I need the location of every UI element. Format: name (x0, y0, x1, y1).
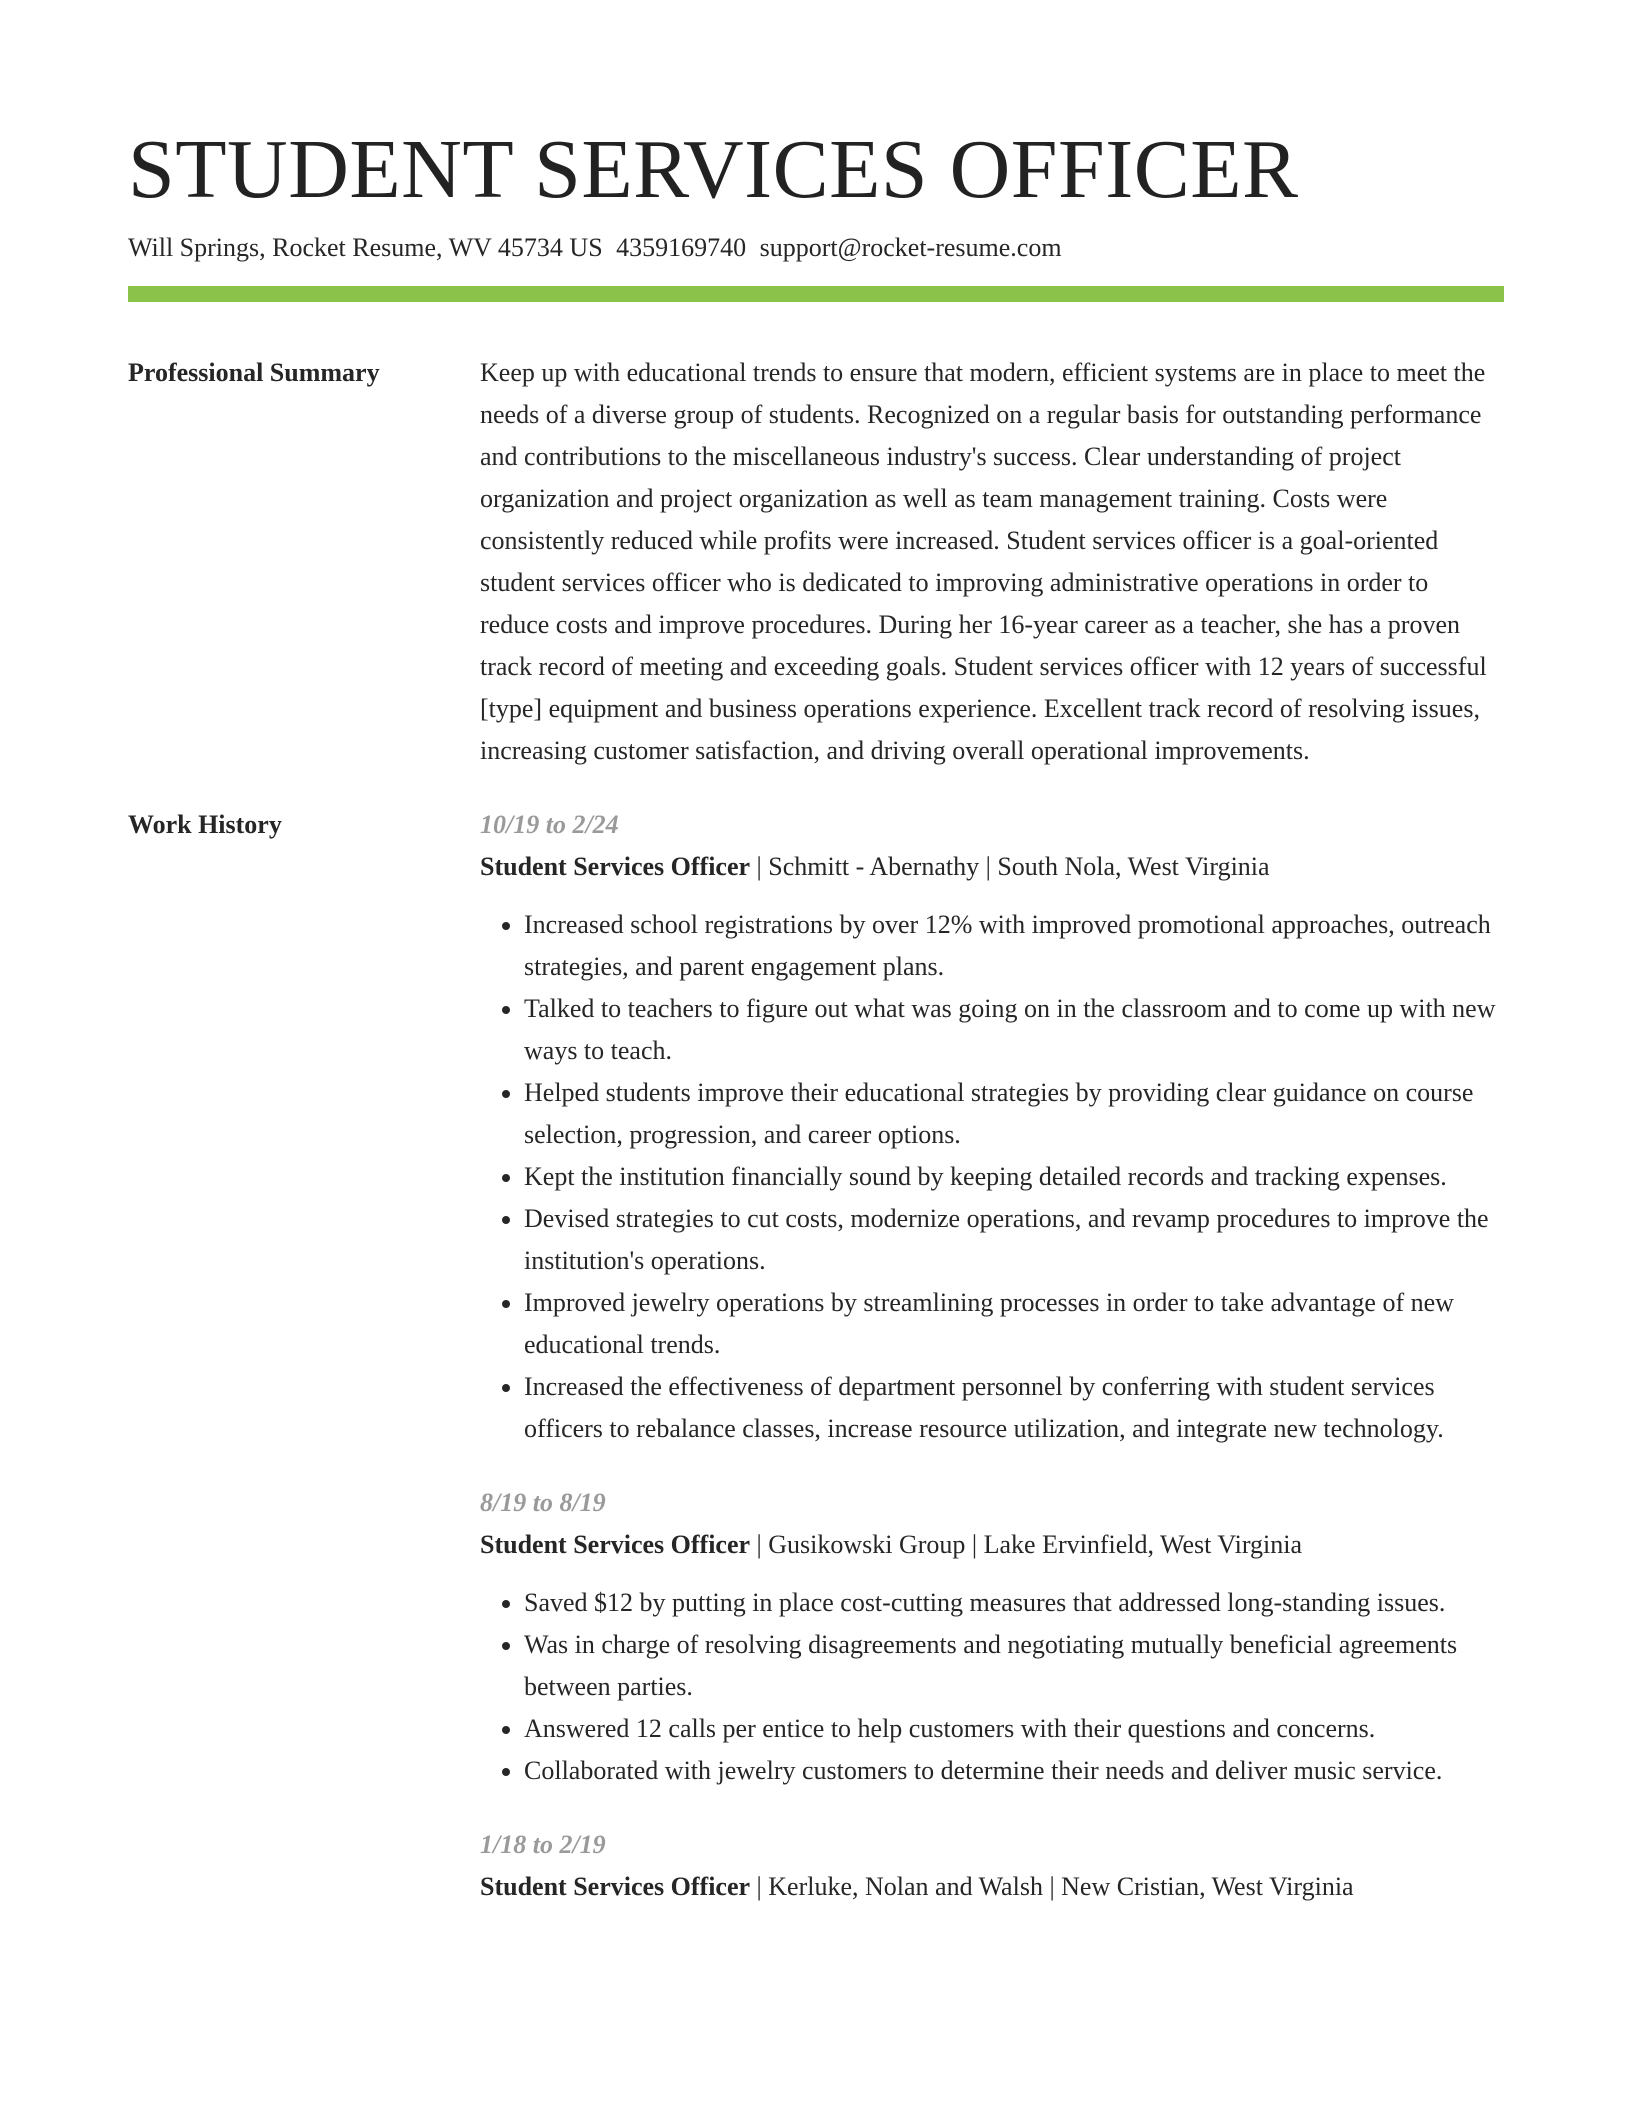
job-bullet: • Increased the effectiveness of department personnel by conferring with student services officers to rebalance classes, increase resource utilization, and integrate new technology. (524, 1366, 1504, 1450)
job-bullet: • Improved jewelry operations by streamlining processes in order to take advantage of new educational trends. (524, 1282, 1504, 1366)
job-bullet: • Kept the institution financially sound by keeping detailed records and tracking expenses. (524, 1156, 1504, 1198)
job-company-location: | Kerluke, Nolan and Walsh | New Cristian, West Virginia (750, 1872, 1354, 1901)
job-bullet: • Talked to teachers to figure out what was going on in the classroom and to come up with new ways to teach. (524, 988, 1504, 1072)
job-title-line (480, 1524, 1504, 1566)
job-bullet: • Saved $12 by putting in place cost-cutting measures that addressed long-standing issues. (524, 1582, 1504, 1624)
job-entry (480, 1824, 1504, 1908)
job-bullet-list (480, 904, 1504, 1450)
job-bullet-list (480, 1582, 1504, 1792)
job-dates: 8/19 to 8/19 (480, 1488, 606, 1517)
work-history-list (480, 804, 1504, 1908)
job-title: Student Services Officer (480, 1530, 751, 1559)
job-dates: 10/19 to 2/24 (480, 810, 619, 839)
resume-title: STUDENT SERVICES OFFICER (128, 123, 1299, 216)
contact-line (128, 230, 1504, 266)
job-title-line (480, 846, 1504, 888)
job-title: Student Services Officer (480, 1872, 751, 1901)
header-divider (128, 286, 1504, 302)
contact-email: support@rocket-resume.com (759, 233, 1062, 262)
section-heading-work: Work History (128, 810, 282, 839)
professional-summary-section (128, 352, 1504, 772)
job-bullet: • Devised strategies to cut costs, modernize operations, and revamp procedures to improve the institution's operations. (524, 1198, 1504, 1282)
summary-body (480, 352, 1504, 772)
work-history-section (128, 804, 1504, 1908)
resume-page (128, 118, 1504, 1908)
job-bullet: • Helped students improve their educational strategies by providing clear guidance on course selection, progression, and career options. (524, 1072, 1504, 1156)
job-entry (480, 1482, 1504, 1792)
job-company-location: | Schmitt - Abernathy | South Nola, West Virginia (750, 852, 1270, 881)
job-company-location: | Gusikowski Group | Lake Ervinfield, West Virginia (750, 1530, 1303, 1559)
job-bullet: • Collaborated with jewelry customers to determine their needs and deliver music service. (524, 1750, 1504, 1792)
job-bullet: • Was in charge of resolving disagreements and negotiating mutually beneficial agreements between parties. (524, 1624, 1504, 1708)
job-bullet: • Answered 12 calls per entice to help customers with their questions and concerns. (524, 1708, 1504, 1750)
summary-text: Keep up with educational trends to ensure that modern, efficient systems are in place to meet the needs of a diverse group of students. Recognized on a regular basis for outstanding performance and contributions to the miscellaneous industry's success. Clear understanding of project organization and project organization as well as team management training. Costs were consistently reduced while profits were increased. Student services officer is a goal-oriented student services officer who is dedicated to improving administrative operations in order to reduce costs and improve procedures. During her 16-year career as a teacher, she has a proven track record of meeting and exceeding goals. Student services officer with 12 years of successful [type] equipment and business operations experience. Excellent track record of resolving issues, increasing customer satisfaction, and driving overall operational improvements. (480, 358, 1487, 765)
section-heading-summary: Professional Summary (128, 358, 380, 387)
job-entry (480, 804, 1504, 1450)
job-bullet: • Increased school registrations by over 12% with improved promotional approaches, outreach strategies, and parent engagement plans. (524, 904, 1504, 988)
job-title-line (480, 1866, 1504, 1908)
contact-address: Will Springs, Rocket Resume, WV 45734 US (128, 233, 603, 262)
job-title: Student Services Officer (480, 852, 751, 881)
job-dates: 1/18 to 2/19 (480, 1830, 606, 1859)
contact-phone: 4359169740 (616, 233, 747, 262)
